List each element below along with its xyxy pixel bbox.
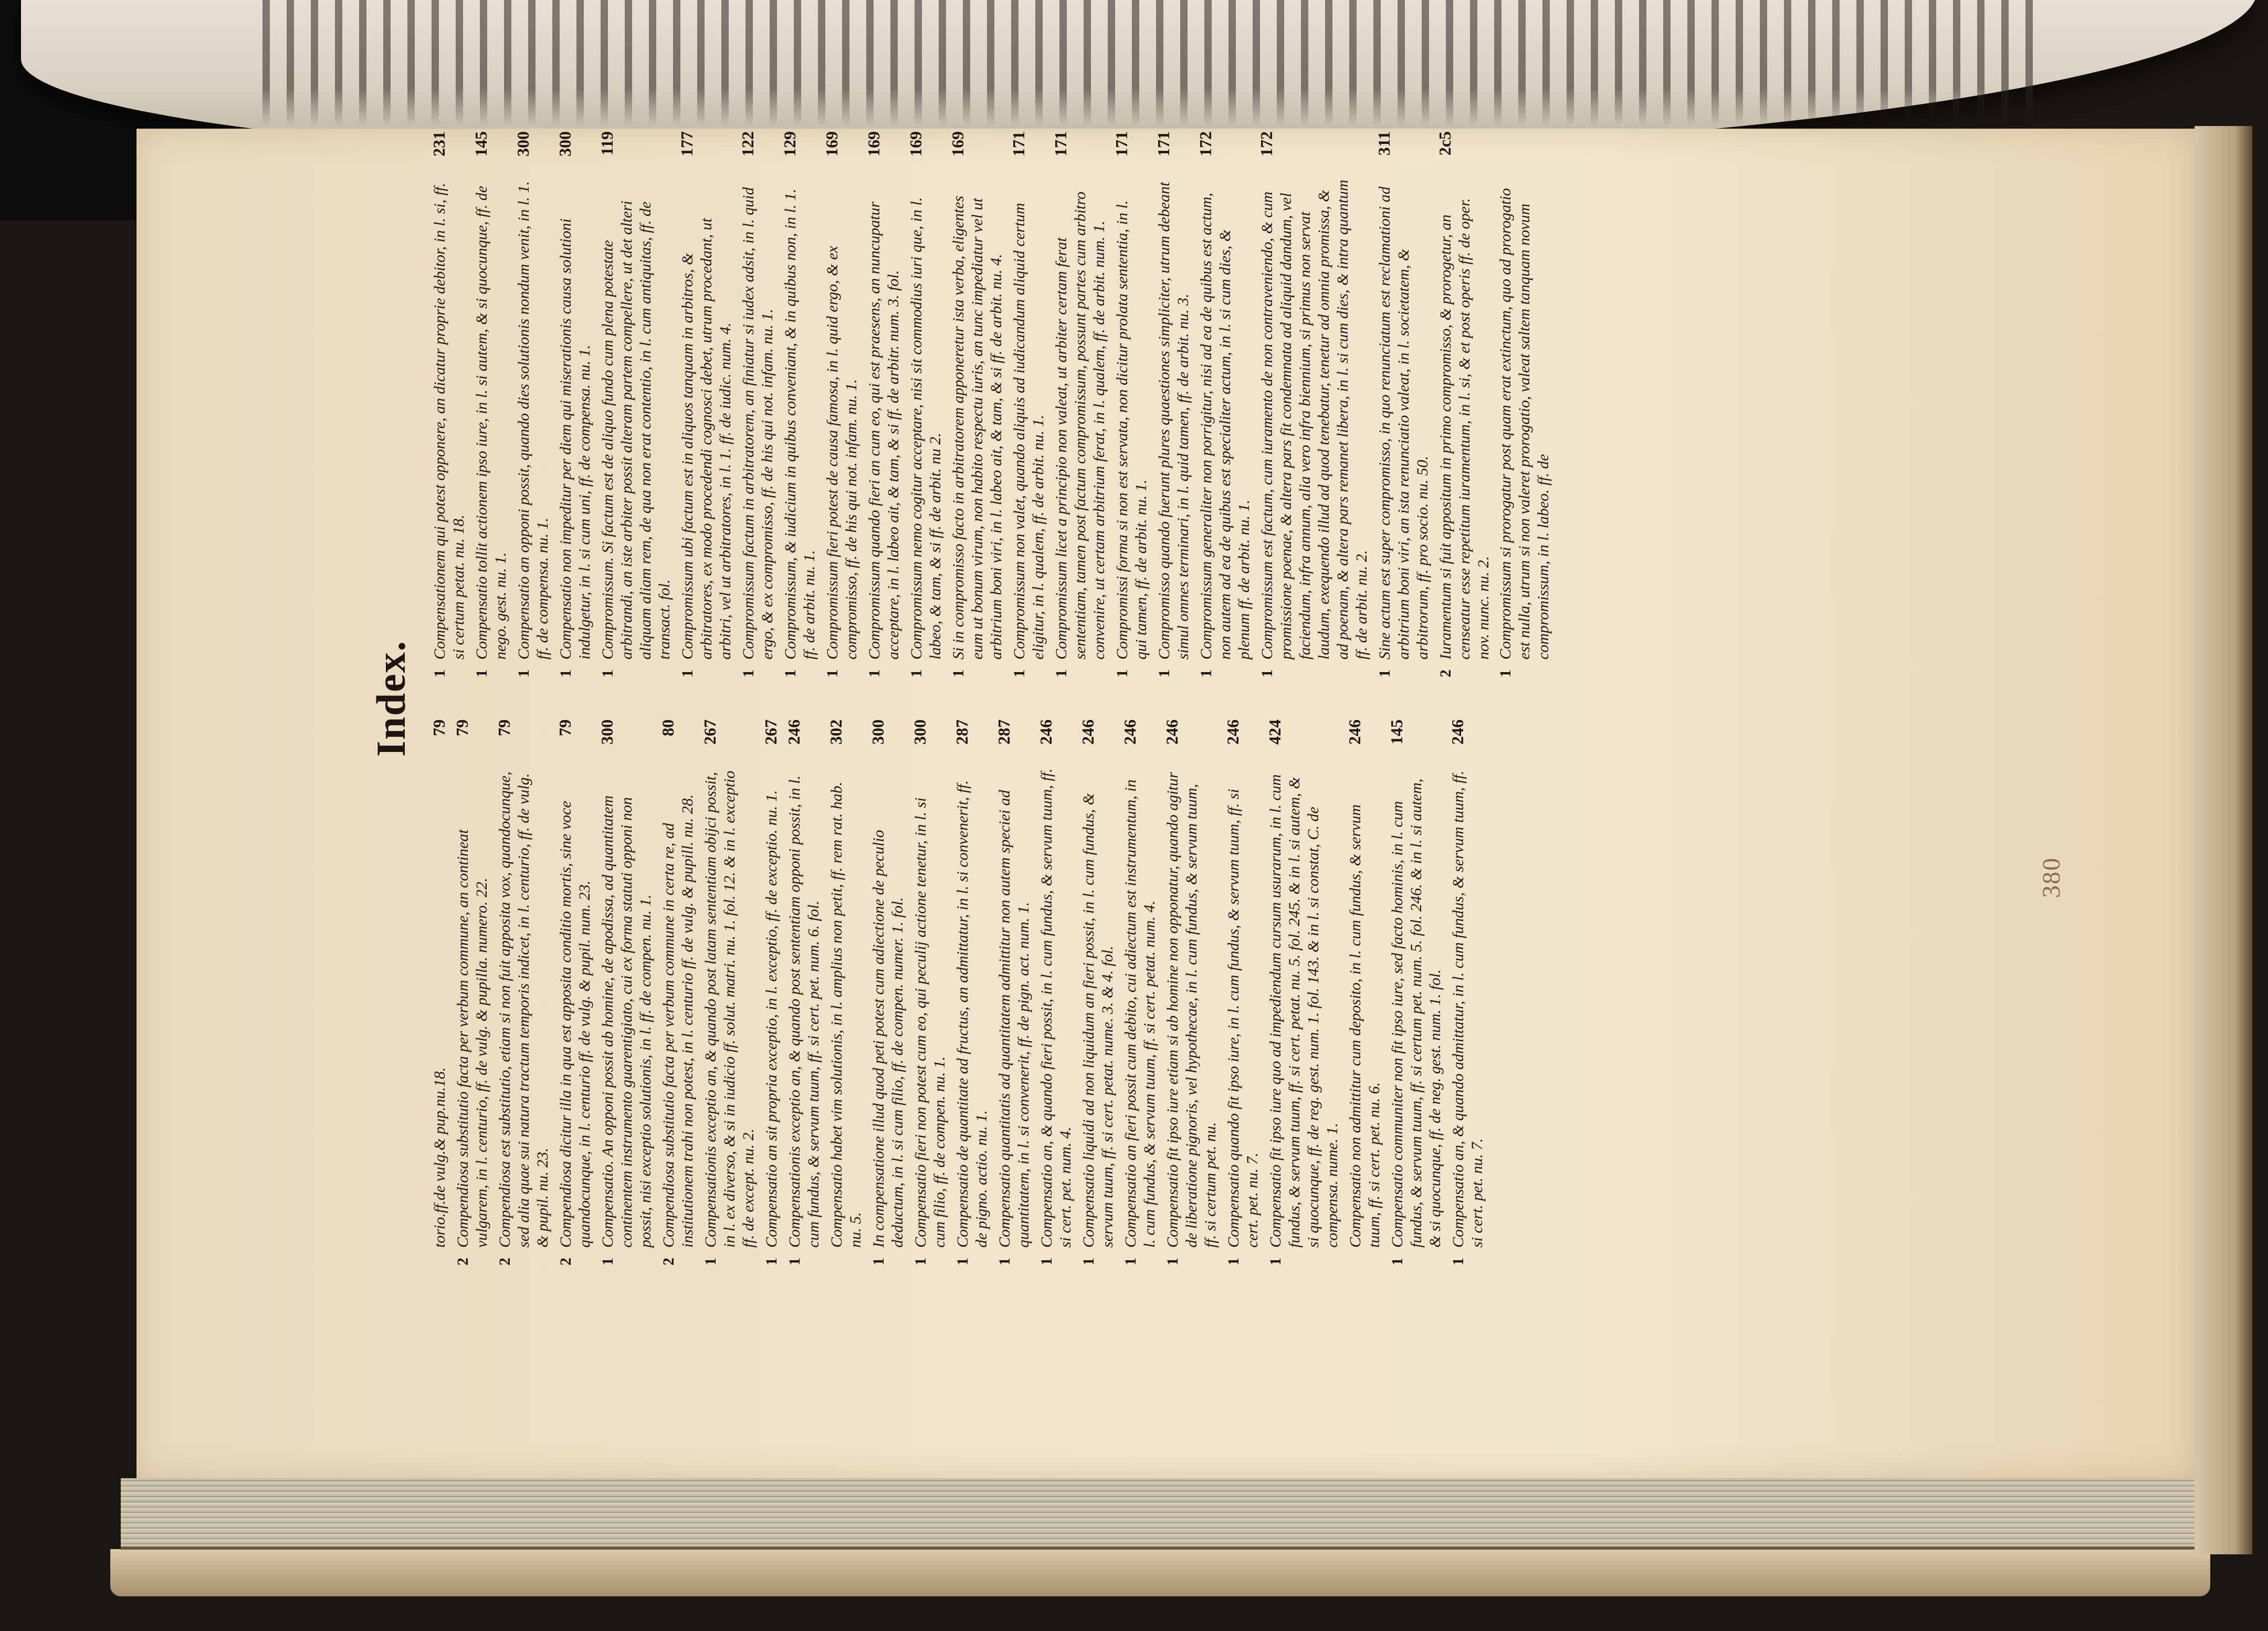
entry-marker: 2 [660, 1258, 677, 1266]
entry-text: Compromisso quando fuerunt plures quaestiones simpliciter, utrum debeant simul omnes terminari, in l. quid tamen, ff. de arbit. nu. 3. [1156, 182, 1192, 660]
entry-text: Compensatio de quantitate ad fructus, an admittatur, in l. si convenerit, ff. de pigno. actio. nu. 1. [954, 780, 990, 1248]
index-entry [1112, 131, 1151, 677]
entry-marker: 1 [824, 670, 841, 677]
entry-marker: 1 [870, 1258, 887, 1266]
entry-page-ref: 424 [1265, 719, 1284, 745]
entry-text: Compensatio tollit actionem ipso iure, in l. si autem, & si quocunque, ff. de nego. gest. nu. 1. [473, 185, 509, 660]
entry-text: Compromissum quando fieri an cum eo, qui est praesens, an nuncupatur acceptare, in l. labeo ait, & tam, & si ff. de arbitr. num. 3. fol. [866, 201, 902, 660]
entry-marker: 1 [782, 670, 799, 677]
entry-page-ref: 79 [495, 719, 513, 736]
index-entry [597, 719, 655, 1266]
entry-text: Compromissum licet a principio non valeat, ut arbiter certam ferat sententiam, tamen post factum compromissum, possunt partes cum arbitro convenire, ut certam arbitrium ferat, in l. qualem, ff. de arbit. num. 1. [1053, 191, 1108, 660]
entry-page-ref: 177 [677, 131, 696, 156]
entry-text: Compromissum est factum, cum iuramento de non contraveniendo, & cum promissione poenae, & altera pars fit condemnata ad aliquid dandum, vel faciendum, infra annum, alia vero infra biennium, si primus non servat laudum, exequendo illud ad quod tenebatur, tenetur ad omnia promissa, & ad poenam, & altera pars remanet libera, in l. si cum dies, & intra quantum ff. de arbit. nu. 2. [1258, 180, 1370, 660]
entry-marker: 1 [599, 670, 616, 677]
index-entry [429, 719, 449, 1266]
entry-marker: 1 [473, 670, 490, 677]
entry-text: Compensatio fit ipso iure etiam si ab homine non opponatur, quando agitur de liberatione pignoris, vel hypothecae, in l. cum fundus, & servum tuum, ff. si certum pet. nu. [1164, 772, 1219, 1248]
entry-text: Compensatio non impeditur per diem qui miserationis causa solutioni indulgetur, in l. si cum uni, ff. de compensa. nu. 1. [557, 218, 593, 660]
index-entry [658, 719, 697, 1266]
folio-mark: 380 [2038, 857, 2065, 898]
index-entry [761, 719, 781, 1266]
entry-page-ref: 231 [429, 131, 448, 156]
entry-text: Compensationis exceptio an, & quando post latam sententiam obijci possit, in l. ex diverso, & si in iudicio ff. solut. matri. nu. 1. fol. 12. & in l. exceptio ff. de except. nu. 2. [702, 770, 757, 1248]
index-column-2 [429, 131, 1556, 677]
entry-page-ref: 172 [1257, 131, 1276, 156]
index-entry [597, 131, 674, 677]
entry-marker: 1 [1011, 670, 1028, 677]
entry-page-ref: 119 [597, 131, 616, 156]
index-entry [453, 719, 491, 1266]
index-entry [555, 131, 594, 677]
entry-text: Sine actum est super compromisso, in quo renunciatum est reclamationi ad arbitrium boni viri, an ista renunciatio valeat, in l. societatem, & arbitrorum, ff. pro socio. nu. 50. [1376, 186, 1431, 660]
entry-marker: 1 [431, 670, 448, 677]
entry-marker: 1 [786, 1258, 803, 1266]
entry-page-ref: 246 [1162, 719, 1181, 745]
index-entry [948, 131, 1006, 677]
entry-page-ref: 172 [1196, 131, 1215, 156]
index-entry [1435, 131, 1493, 677]
entry-page-ref: 2c5 [1435, 131, 1454, 156]
index-text-block [368, 131, 1732, 1266]
entry-page-ref: 145 [1387, 719, 1406, 745]
entry-text: Compromissum non valet, quando aliquis ad iudicandum aliquid certum eligitur, in l. qualem, ff. de arbit. nu. 1. [1011, 203, 1047, 660]
page-header: Index. [368, 640, 414, 757]
entry-marker: 1 [1389, 1258, 1406, 1266]
index-entry [1036, 719, 1075, 1266]
index-entry [555, 719, 594, 1266]
entry-page-ref: 300 [555, 131, 574, 156]
entry-text: Compromissum. Si factum est de aliquo fundo cum plena potestate arbitrandi, an iste arbiter possit alteram partem compellere, ut det alteri aliquam aliam rem, de qua non erat contentio, in l. cum antiquitas, ff. de transact. fol. [599, 201, 673, 660]
entry-page-ref: 246 [1120, 719, 1139, 745]
entry-page-ref: 145 [471, 131, 490, 156]
entry-text: Compensationis exceptio an, & quando post sententiam opponi possit, in l. cum fundus, & servum tuum, ff. si cert. pet. num. 6. fol. [786, 775, 822, 1248]
entry-page-ref: 246 [1078, 719, 1097, 745]
entry-marker: 1 [954, 1258, 971, 1266]
index-entry [1154, 131, 1193, 677]
entry-marker: 1 [1497, 670, 1514, 677]
entry-text: Compensatio liquidi ad non liquidum an fieri possit, in l. cum fundus, & servum tuum, ff. si cert. petat. nume. 3. & 4. fol. [1080, 793, 1116, 1248]
entry-text: Compendiosa est substitutio, etiam si non fuit apposita vox, quandocunque, sed alia quae sui natura tractum temporis indicet, in l. centurio, ff. de vulg. & pupil. nu. 23. [496, 771, 551, 1248]
entry-page-ref: 300 [597, 719, 616, 745]
entry-text: Iuramentum si fuit appositum in primo compromisso, & prorogetur, an censeatur esse repetitum iuramentum, in l. si, & et post operis ff. de oper. nov. nunc. nu. 2. [1437, 198, 1492, 660]
index-entry [513, 131, 552, 677]
entry-page-ref: 169 [906, 131, 925, 156]
entry-marker: 1 [1080, 1258, 1097, 1266]
index-entry [868, 719, 907, 1266]
index-entry [1078, 719, 1117, 1266]
index-entry [1265, 719, 1342, 1266]
entry-page-ref: 246 [1345, 719, 1364, 745]
index-entry [952, 719, 991, 1266]
entry-marker: 1 [912, 1258, 929, 1266]
index-entry [1496, 131, 1553, 677]
entry-marker: 1 [1038, 1258, 1055, 1266]
index-entry [1345, 719, 1384, 1266]
entry-text: Compendiosa substitutio facta per verbum commune, an contineat vulgarem, in l. centurio, ff. de vulg. & pupilla. numero. 22. [454, 829, 490, 1248]
entry-marker: 2 [1437, 670, 1454, 677]
entry-page-ref: 300 [868, 719, 887, 745]
entry-page-ref: 246 [1036, 719, 1055, 745]
entry-marker: 1 [1164, 1258, 1181, 1266]
entry-marker: 1 [1376, 670, 1393, 677]
entry-marker: 1 [1156, 670, 1173, 677]
entry-marker: 1 [1122, 1258, 1139, 1266]
entry-marker: 1 [557, 670, 574, 677]
entry-text: torio.ff.de vulg.& pup.nu.18. [431, 1067, 448, 1248]
entry-page-ref: 79 [555, 719, 574, 736]
index-entry [864, 131, 903, 677]
index-entry [1374, 131, 1432, 677]
index-entry [1162, 719, 1220, 1266]
entry-page-ref: 122 [738, 131, 757, 156]
index-entry [1009, 131, 1048, 677]
entry-text: Compromissum ubi factum est in aliquos tanquam in arbitros, & arbitratores, ex modo procedendi cognosci debet, utrum procedant, ut arbitri, vel ut arbitratores, in l. 1. ff. de iudic. num. 4. [679, 218, 734, 660]
entry-text: Compensatio an sit propria exceptio, in l. exceptio, ff. de exceptio. nu. 1. [763, 790, 780, 1248]
entry-marker: 1 [908, 670, 925, 677]
book-cover-right [2194, 126, 2252, 1554]
index-entry [1120, 719, 1159, 1266]
entry-text: Compromissi forma si non est servata, non dicitur prolata sententia, in l. qui tamen, ff. de arbit. nu. 1. [1114, 200, 1150, 660]
entry-marker: 1 [679, 670, 696, 677]
entry-page-ref: 171 [1154, 131, 1173, 156]
index-entry [906, 131, 945, 677]
entry-text: Compendiosa dicitur illa in qua est apposita conditio mortis, sine voce quandocunque, in l. centurio ff. de vulg. & pupil. num. 23. [557, 801, 593, 1248]
entry-marker: 1 [740, 670, 757, 677]
entry-marker: 1 [866, 670, 883, 677]
entry-text: Compensatio fieri non potest cum eo, qui peculij actione tenetur, in l. si cum filio, ff. de compen. nu. 1. [912, 797, 948, 1248]
index-entry [471, 131, 510, 677]
entry-marker: 1 [599, 1258, 616, 1266]
entry-page-ref: 302 [826, 719, 845, 745]
page-edges [121, 1478, 2200, 1550]
entry-page-ref: 246 [1223, 719, 1242, 745]
index-entry [994, 719, 1033, 1266]
index-entry [910, 719, 949, 1266]
entry-text: Compensatio quantitatis ad quantitatem admittitur non autem speciei ad quantitatem, in l. si convenerit, ff. de pign. act. num. 1. [996, 790, 1032, 1248]
entry-marker: 1 [702, 1258, 719, 1266]
entry-text: Compensatio habet vim solutionis, in l. amplius non petit, ff. rem rat. hab. nu. 5. [828, 781, 864, 1248]
index-entry [826, 719, 865, 1266]
entry-page-ref: 171 [1112, 131, 1131, 156]
entry-marker: 1 [763, 1258, 780, 1266]
entry-marker: 1 [1053, 670, 1070, 677]
entry-page-ref: 287 [994, 719, 1013, 745]
entry-page-ref: 267 [761, 719, 780, 745]
entry-text: Compromissum nemo cogitur acceptare, nisi sit commodius iuri que, in l. labeo, & tam, & si ff. de arbit. nu 2. [908, 197, 944, 660]
entry-marker: 1 [1450, 1258, 1467, 1266]
index-entry [429, 131, 468, 677]
entry-marker: 1 [1225, 1258, 1242, 1266]
entry-text: Compensatio. An opponi possit ab homine, de apodissa, ad quantitatem continentem instrumento guarentigiato, cui ex forma statuti opponi non possit, nisi exceptio solutionis, in l. ff. de compen. nu. 1. [599, 795, 654, 1248]
entry-page-ref: 300 [910, 719, 929, 745]
entry-page-ref: 129 [780, 131, 799, 156]
entry-text: Compensatio non admittitur cum deposito, in l. cum fundus, & servum tuum, ff. si cert. pet. nu. 6. [1347, 804, 1383, 1248]
index-entry [1257, 131, 1371, 677]
entry-page-ref: 267 [700, 719, 719, 745]
entry-page-ref: 80 [658, 719, 677, 736]
entry-marker: 1 [996, 1258, 1013, 1266]
entry-page-ref: 171 [1051, 131, 1070, 156]
index-entry [677, 131, 735, 677]
entry-text: Compromissum factum in arbitratorem, an finiatur si iudex adsit, in l. quid ergo, & ex compromisso, ff. de his qui not. infam. nu. 1. [740, 187, 776, 660]
index-entry [784, 719, 823, 1266]
entry-text: In compensatione illud quod peti potest cum adiectione de peculio deductum, in l. si cum filio, ff. de compen. numer. 1. fol. [870, 830, 906, 1248]
entry-marker: 1 [1114, 670, 1131, 677]
entry-text: Compromissum fieri potest de causa famosa, in l. quid ergo, & ex compromisso, ff. de his qui not. infam. nu. 1. [824, 246, 860, 660]
entry-page-ref: 79 [429, 719, 448, 736]
index-entry [1448, 719, 1487, 1266]
entry-text: Compensatio an, & quando admittatur, in l. cum fundus, & servum tuum, ff. si cert. pet. nu. 7. [1450, 770, 1486, 1248]
index-column-1 [429, 719, 1490, 1266]
entry-page-ref: 169 [948, 131, 967, 156]
entry-text: Compensatio fit ipso iure quo ad impediendum cursum usurarum, in l. cum fundus, & servum tuum, ff. si cert. petat. nu. 5. fol. 245. & in l. si autem, & si quocunque, ff. de reg. gest. num. 1. fol. 143. & in l. si constat, C. de compensa. nume. 1. [1267, 774, 1341, 1248]
entry-text: Compensatio communiter non fit ipso iure, sed facto hominis, in l. cum fundus, & servum tuum, ff. si certum pet. num. 5. fol. 246. & in l. si autem, & si quocunque, ff. de neg. gest. num. 1. fol. [1389, 778, 1444, 1248]
entry-text: Compensatio quando fit ipso iure, in l. cum fundus, & servum tuum, ff. si cert. pet. nu. 7. [1225, 789, 1261, 1248]
entry-text: Compromissum si prorogatur post quam erat extinctum, quo ad prorogatio est nulla, utrum si non valeret prorogatio, valeat saltem tanquam novum compromissum, in l. labeo. ff. de [1497, 188, 1552, 660]
entry-marker: 1 [1267, 1258, 1284, 1266]
entry-page-ref: 311 [1374, 131, 1393, 156]
index-entry [1223, 719, 1262, 1266]
entry-marker: 1 [515, 670, 532, 677]
entry-marker: 2 [557, 1258, 574, 1266]
entry-text: Compensatio an fieri possit cum debito, cui adiectum est instrumentum, in l. cum fundus, & servum tuum, ff. si cert. petat. num. 4. [1122, 779, 1158, 1248]
facing-page-text [262, 0, 2048, 126]
index-entry [1387, 719, 1445, 1266]
entry-text: Compromissum, & iudicium in quibus conveniant, & in quibus non, in l. 1. ff. de arbit. nu. 1. [782, 189, 818, 660]
book-cover-bottom [110, 1549, 2210, 1596]
entry-page-ref: 171 [1009, 131, 1028, 156]
entry-page-ref: 169 [822, 131, 841, 156]
entry-text: Compensatio an opponi possit, quando dies solutionis nondum venit, in l. 1. ff. de compensa. nu. 1. [515, 181, 551, 660]
index-entry [822, 131, 861, 677]
entry-text: Compendiosa substitutio facta per verbum commune in certa re, ad institutionem trahi non potest, in l. centurio ff. de vulg. & pupill. nu. 28. [660, 794, 696, 1248]
entry-page-ref: 246 [784, 719, 803, 745]
index-entry [1196, 131, 1254, 677]
entry-page-ref: 287 [952, 719, 971, 745]
entry-marker: 1 [1198, 670, 1215, 677]
entry-marker: 2 [496, 1258, 513, 1266]
entry-text: Si in compromisso facto in arbitratorem apponeretur ista verba, eligentes eum ut bonum virum, non habito respectu iuris, an tunc impediatur vel ut arbitrium boni viri, in l. labeo ait, & tam, & si ff. de arbit. nu. 4. [950, 195, 1005, 660]
entry-page-ref: 300 [513, 131, 532, 156]
entry-text: Compromissum generaliter non porrigitur, nisi ad ea de quibus est actum, non autem ad ea de quibus est specialiter actum, in l. si cum dies, & plenum ff. de arbit. nu. 1. [1198, 193, 1253, 660]
entry-page-ref: 246 [1448, 719, 1467, 745]
index-entry [1051, 131, 1109, 677]
entry-text: Compensatio an, & quando fieri possit, in l. cum fundus, & servum tuum, ff. si cert. pet. num. 4. [1038, 768, 1074, 1248]
index-entry [780, 131, 819, 677]
entry-page-ref: 169 [864, 131, 883, 156]
index-entry [495, 719, 552, 1266]
entry-marker: 2 [454, 1258, 471, 1266]
index-entry [700, 719, 758, 1266]
entry-marker: 1 [1258, 670, 1276, 677]
entry-text: Compensationem qui potest opponere, an dicatur proprie debitor, in l. si, ff. si certum petat. nu. 18. [431, 183, 467, 660]
index-entry [738, 131, 777, 677]
entry-page-ref: 79 [453, 719, 471, 736]
entry-marker: 1 [950, 670, 967, 677]
